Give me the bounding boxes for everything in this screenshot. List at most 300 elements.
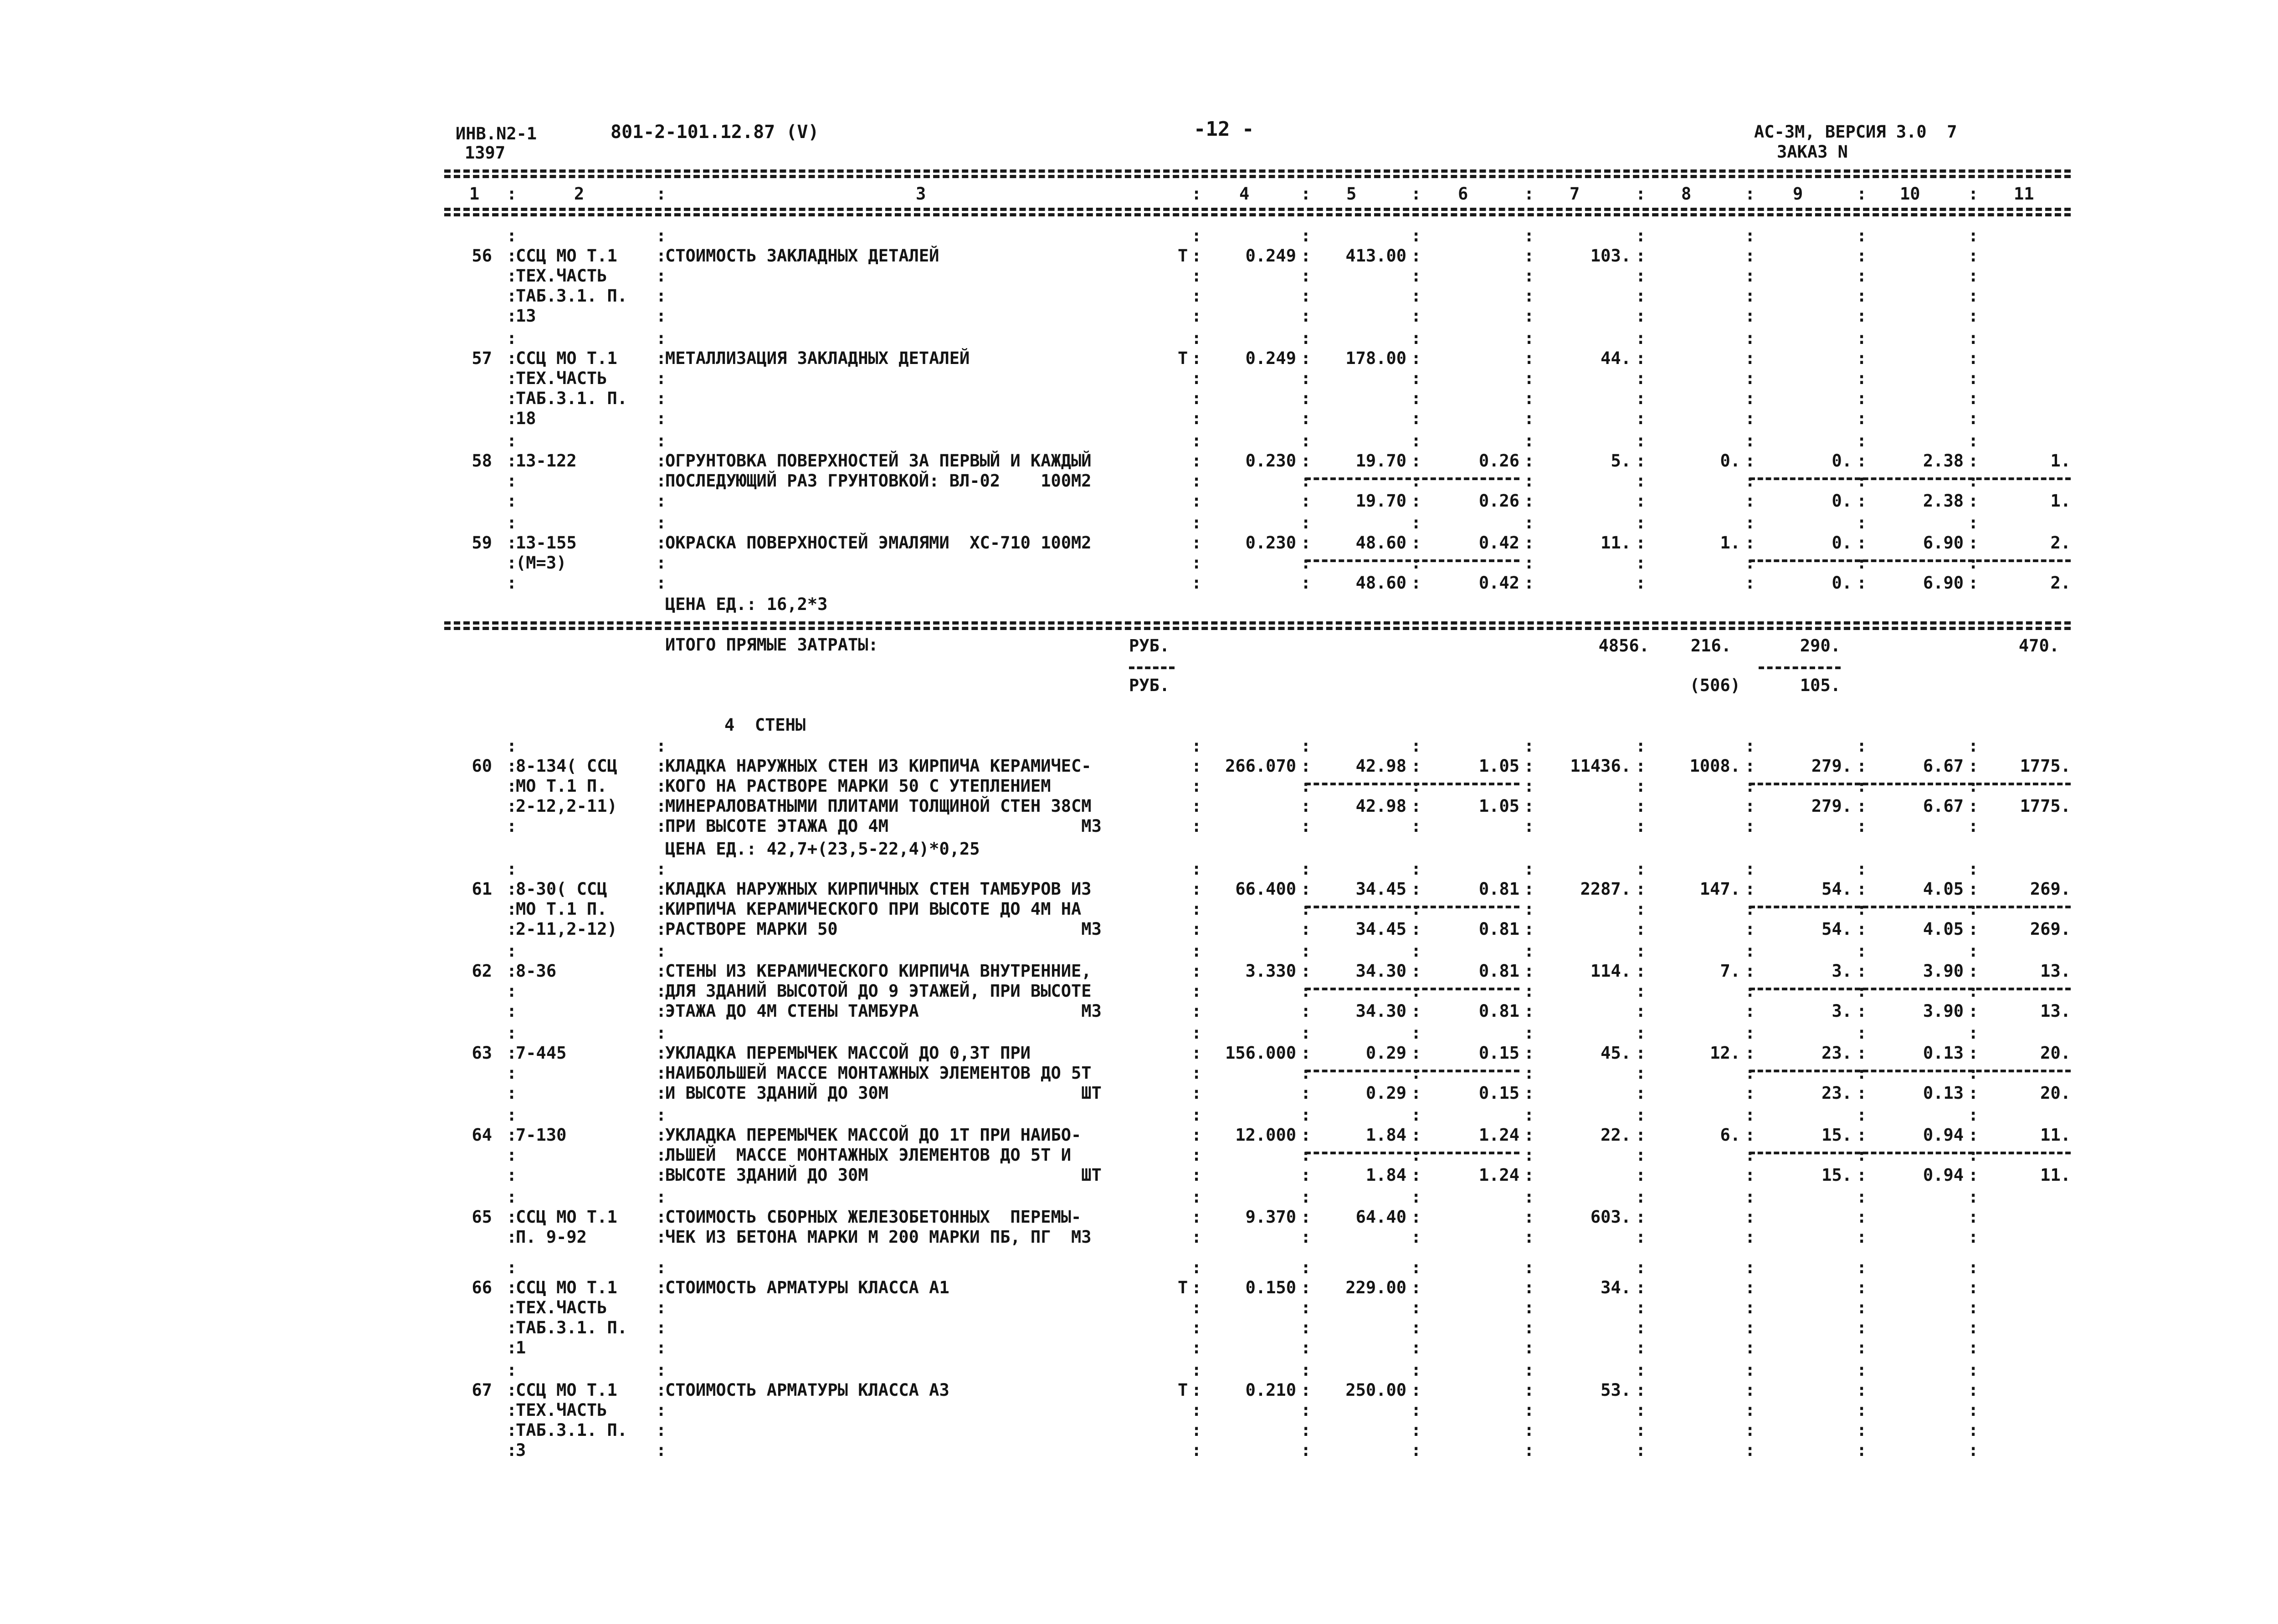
column-separator: : (1411, 1420, 1421, 1440)
column-separator: : (1857, 226, 1867, 246)
subcell-c10: 0.13 (1923, 1083, 1964, 1103)
column-separator: : (1857, 306, 1867, 326)
subcell-c5: 0.29 (1365, 1083, 1406, 1103)
column-separator: : (1745, 1043, 1755, 1063)
column-separator: : (1636, 1125, 1646, 1145)
column-separator: : (1191, 369, 1202, 388)
column-separator: : (1301, 756, 1311, 776)
column-separator: : (1857, 369, 1867, 388)
cell-c6: 0.42 (1478, 533, 1519, 553)
column-separator: : (1524, 328, 1534, 348)
column-separator: : (1301, 266, 1311, 286)
column-separator: : (1745, 1440, 1755, 1460)
row-description: КОГО НА РАСТВОРЕ МАРКИ 50 С УТЕПЛЕНИЕМ (665, 776, 1051, 796)
column-separator: : (1191, 1298, 1202, 1317)
column-separator: : (1191, 736, 1202, 756)
column-separator: : (1301, 1001, 1311, 1021)
row-description: ЛЬШЕЙ МАССЕ МОНТАЖНЫХ ЭЛЕМЕНТОВ ДО 5Т И (665, 1145, 1072, 1165)
cell-c6: 0.26 (1478, 451, 1519, 471)
column-separator: : (1636, 879, 1646, 899)
column-separator: : (1524, 1338, 1534, 1358)
column-separator: : (1411, 1125, 1421, 1145)
column-separator: : (507, 491, 517, 511)
column-separator: : (1524, 1258, 1534, 1277)
row-code: ССЦ МО Т.1 (516, 348, 617, 368)
column-separator: : (507, 1420, 517, 1440)
column-separator: : (1191, 1023, 1202, 1043)
column-separator: : (1745, 859, 1755, 879)
cell-c7: 34. (1601, 1278, 1631, 1297)
column-separator: : (1411, 736, 1421, 756)
column-separator: : (1524, 513, 1534, 533)
cell-c9: 0. (1832, 533, 1852, 553)
cell-c4: 12.000 (1235, 1125, 1296, 1145)
column-separator: : (1636, 1023, 1646, 1043)
cell-c9: 54. (1821, 879, 1852, 899)
column-separator: : (1411, 1063, 1421, 1083)
total-col8: 216. (1690, 636, 1731, 656)
column-separator: : (1524, 859, 1534, 879)
column-separator: : (656, 553, 667, 573)
column-separator: : (1968, 1227, 1979, 1247)
column-separator: : (507, 553, 517, 573)
column-separator: : (507, 1001, 517, 1021)
column-separator: : (1191, 1187, 1202, 1207)
column-separator: : (1857, 286, 1867, 306)
column-separator: : (1857, 1360, 1867, 1380)
column-separator: : (1524, 981, 1534, 1001)
column-separator: : (1191, 1083, 1202, 1103)
column-separator: : (1745, 1145, 1755, 1165)
row-number: 60 (472, 756, 492, 776)
cell-c7: 114. (1590, 961, 1631, 981)
column-separator: : (1857, 816, 1867, 836)
cell-c4: 0.230 (1245, 533, 1296, 553)
column-separator: : (1745, 328, 1755, 348)
column-separator: : (656, 1440, 667, 1460)
column-separator: : (656, 1420, 667, 1440)
cell-c5: 34.30 (1355, 961, 1406, 981)
column-separator: : (1636, 1258, 1646, 1277)
column-separator: : (507, 226, 517, 246)
column-separator: : (507, 1165, 517, 1185)
column-separator: : (1301, 286, 1311, 306)
column-separator: : (656, 899, 667, 919)
column-separator: : (1191, 941, 1202, 961)
column-separator: : (1636, 1318, 1646, 1337)
cell-c5: 34.45 (1355, 879, 1406, 899)
column-separator: : (1745, 1023, 1755, 1043)
cell-c9: 15. (1821, 1125, 1852, 1145)
column-separator: : (507, 1105, 517, 1125)
column-separator: : (656, 431, 667, 451)
column-separator: : (1857, 491, 1867, 511)
column-separator: : (1745, 1338, 1755, 1358)
row-number: 57 (472, 348, 492, 368)
column-separator: : (1636, 1001, 1646, 1021)
column-separator: : (1191, 919, 1202, 939)
column-separator: : (507, 409, 517, 428)
column-separator: : (1636, 471, 1646, 491)
column-separator: : (1411, 1278, 1421, 1297)
column-separator: : (656, 226, 667, 246)
column-separator: : (1636, 919, 1646, 939)
column-separator: : (1968, 776, 1979, 796)
column-separator: : (1968, 573, 1979, 593)
column-separator: : (1745, 961, 1755, 981)
column-separator: : (1524, 1400, 1534, 1420)
column-separator: : (1524, 266, 1534, 286)
column-separator: : (1857, 859, 1867, 879)
column-separator: : (1968, 409, 1979, 428)
row-description: РАСТВОРЕ МАРКИ 50 М3 (665, 919, 1102, 939)
column-separator: : (1301, 1298, 1311, 1317)
column-separator: : (1191, 513, 1202, 533)
cell-c5: 413.00 (1345, 246, 1406, 266)
column-separator: : (1191, 1125, 1202, 1145)
column-separator: : (1524, 553, 1534, 573)
column-separator: : (507, 1125, 517, 1145)
column-separator: : (1524, 184, 1534, 204)
column-separator: : (1524, 1105, 1534, 1125)
row-number: 58 (472, 451, 492, 471)
cell-c8: 1008. (1689, 756, 1740, 776)
column-separator: : (507, 1258, 517, 1277)
column-separator: : (1411, 1400, 1421, 1420)
column-separator: : (656, 348, 667, 368)
column-separator: : (1968, 796, 1979, 816)
column-separator: : (1857, 1318, 1867, 1337)
column-separator: : (1301, 1043, 1311, 1063)
column-separator: : (1524, 1440, 1534, 1460)
column-separator: : (1745, 1105, 1755, 1125)
column-separator: : (507, 1227, 517, 1247)
cell-c4: 9.370 (1245, 1207, 1296, 1227)
subcell-c5: 42.98 (1355, 796, 1406, 816)
column-separator: : (1636, 1043, 1646, 1063)
column-separator: : (1301, 1420, 1311, 1440)
row-description: И ВЫСОТЕ ЗДАНИЙ ДО 30М ШТ (665, 1083, 1102, 1103)
column-separator: : (1857, 553, 1867, 573)
page-number: -12 - (1194, 118, 1254, 141)
cell-c7: 5. (1611, 451, 1631, 471)
column-separator: : (1191, 816, 1202, 836)
column-separator: : (1301, 1187, 1311, 1207)
column-separator: : (1301, 859, 1311, 879)
column-separator: : (1524, 879, 1534, 899)
column-separator: : (1411, 1298, 1421, 1317)
column-separator: : (507, 306, 517, 326)
cell-c7: 11. (1601, 533, 1631, 553)
subcell-c6: 0.81 (1478, 1001, 1519, 1021)
row-unit: Т (1178, 348, 1188, 368)
column-separator: : (1745, 776, 1755, 796)
column-separator: : (1636, 736, 1646, 756)
column-separator: : (1636, 389, 1646, 408)
column-separator: : (1524, 776, 1534, 796)
column-separator: : (1301, 1083, 1311, 1103)
column-separator: : (1411, 471, 1421, 491)
subcell-rule (1305, 477, 1519, 480)
column-separator: : (1411, 328, 1421, 348)
column-separator: : (1636, 796, 1646, 816)
column-separator: : (656, 246, 667, 266)
column-separator: : (1524, 756, 1534, 776)
column-separator: : (1301, 246, 1311, 266)
column-separator: : (1968, 491, 1979, 511)
cell-c8: 147. (1699, 879, 1740, 899)
column-separator: : (1301, 533, 1311, 553)
subcell-c6: 0.42 (1478, 573, 1519, 593)
column-separator: : (1524, 1207, 1534, 1227)
row-unit: Т (1178, 1278, 1188, 1297)
column-separator: : (1857, 533, 1867, 553)
cell-c7: 53. (1601, 1380, 1631, 1400)
column-separator: : (1301, 1063, 1311, 1083)
column-separator: : (1191, 1440, 1202, 1460)
cell-c11: 11. (2040, 1125, 2071, 1145)
cell-c4: 3.330 (1245, 961, 1296, 981)
column-separator: : (1636, 1420, 1646, 1440)
row-unit: Т (1178, 1380, 1188, 1400)
column-separator: : (1191, 1278, 1202, 1297)
column-number-4: 4 (1239, 184, 1250, 204)
column-separator: : (1636, 1207, 1646, 1227)
column-separator: : (507, 1360, 517, 1380)
column-separator: : (1745, 1001, 1755, 1021)
column-separator: : (1745, 736, 1755, 756)
column-separator: : (1857, 1440, 1867, 1460)
column-separator: : (656, 1380, 667, 1400)
column-separator: : (1191, 1063, 1202, 1083)
column-separator: : (656, 1258, 667, 1277)
column-separator: : (1636, 1227, 1646, 1247)
column-separator: : (1745, 1227, 1755, 1247)
subcell-c5: 34.30 (1355, 1001, 1406, 1021)
column-separator: : (1968, 961, 1979, 981)
column-separator: : (1745, 1187, 1755, 1207)
column-separator: : (1745, 1400, 1755, 1420)
subcell-rule (1750, 988, 2071, 990)
column-separator: : (1301, 1400, 1311, 1420)
column-separator: : (1411, 816, 1421, 836)
column-separator: : (1411, 859, 1421, 879)
column-separator: : (1301, 941, 1311, 961)
subcell-rule (1305, 988, 1519, 990)
column-separator: : (1857, 471, 1867, 491)
column-separator: : (1524, 1227, 1534, 1247)
column-separator: : (1745, 184, 1755, 204)
column-separator: : (1636, 961, 1646, 981)
column-separator: : (656, 816, 667, 836)
column-number-8: 8 (1681, 184, 1692, 204)
column-separator: : (1636, 899, 1646, 919)
column-separator: : (507, 1338, 517, 1358)
column-separator: : (1191, 409, 1202, 428)
column-separator: : (1636, 776, 1646, 796)
column-separator: : (1745, 879, 1755, 899)
column-separator: : (1191, 553, 1202, 573)
column-separator: : (1191, 1258, 1202, 1277)
cell-c7: 103. (1590, 246, 1631, 266)
column-separator: : (1411, 981, 1421, 1001)
column-separator: : (1968, 513, 1979, 533)
row-number: 63 (472, 1043, 492, 1063)
column-separator: : (1191, 796, 1202, 816)
column-separator: : (1524, 816, 1534, 836)
column-separator: : (1301, 226, 1311, 246)
subcell-c11: 20. (2040, 1083, 2071, 1103)
column-number-1: 1 (469, 184, 480, 204)
cell-c4: 0.249 (1245, 348, 1296, 368)
column-separator: : (507, 1145, 517, 1165)
column-separator: : (1301, 1360, 1311, 1380)
column-separator: : (1524, 1083, 1534, 1103)
row-number: 65 (472, 1207, 492, 1227)
column-separator: : (1745, 226, 1755, 246)
cell-c4: 66.400 (1235, 879, 1296, 899)
column-separator: : (656, 736, 667, 756)
column-separator: : (1857, 1063, 1867, 1083)
column-number-7: 7 (1570, 184, 1580, 204)
column-separator: : (1636, 491, 1646, 511)
column-separator: : (1411, 226, 1421, 246)
cell-c5: 1.84 (1365, 1125, 1406, 1145)
subcell-c5: 34.45 (1355, 919, 1406, 939)
column-separator: : (1301, 573, 1311, 593)
column-separator: : (1968, 919, 1979, 939)
column-separator: : (1968, 328, 1979, 348)
column-separator: : (1191, 1145, 1202, 1165)
column-separator: : (1857, 1298, 1867, 1317)
column-separator: : (1524, 1298, 1534, 1317)
column-separator: : (656, 573, 667, 593)
row-code: 7-130 (516, 1125, 567, 1145)
subcell-c6: 1.05 (1478, 796, 1519, 816)
column-separator: : (656, 369, 667, 388)
column-separator: : (1524, 409, 1534, 428)
column-separator: : (1524, 286, 1534, 306)
subcell-rule (1750, 1152, 2071, 1154)
column-separator: : (1857, 451, 1867, 471)
cell-c9: 279. (1811, 756, 1852, 776)
subcell-c9: 54. (1821, 919, 1852, 939)
column-separator: : (1745, 1165, 1755, 1185)
cell-c9: 23. (1821, 1043, 1852, 1063)
column-separator: : (507, 756, 517, 776)
subcell-c9: 0. (1832, 573, 1852, 593)
column-separator: : (1411, 573, 1421, 593)
cell-c11: 1. (2050, 451, 2071, 471)
column-separator: : (507, 1278, 517, 1297)
column-separator: : (1301, 389, 1311, 408)
column-separator: : (1411, 1207, 1421, 1227)
column-separator: : (1524, 226, 1534, 246)
column-separator: : (1968, 1063, 1979, 1083)
row-code: 13 (516, 306, 536, 326)
document-code: 801-2-101.12.87 (V) (611, 122, 819, 143)
row-code: 3 (516, 1440, 526, 1460)
row-code: 13-122 (516, 451, 577, 471)
column-separator: : (1524, 1187, 1534, 1207)
column-separator: : (1524, 941, 1534, 961)
column-separator: : (507, 1043, 517, 1063)
subcell-c11: 13. (2040, 1001, 2071, 1021)
column-separator: : (1968, 1360, 1979, 1380)
cell-c11: 2. (2050, 533, 2071, 553)
column-separator: : (1857, 919, 1867, 939)
column-separator: : (1191, 348, 1202, 368)
column-separator: : (1301, 981, 1311, 1001)
column-separator: : (1745, 1125, 1755, 1145)
column-separator: : (1191, 471, 1202, 491)
column-separator: : (1968, 389, 1979, 408)
column-separator: : (1857, 1023, 1867, 1043)
column-separator: : (1968, 1207, 1979, 1227)
column-separator: : (1191, 1380, 1202, 1400)
subcell-c11: 2. (2050, 573, 2071, 593)
column-separator: : (656, 513, 667, 533)
subcell-c11: 11. (2040, 1165, 2071, 1185)
column-separator: : (1411, 184, 1421, 204)
cell-c5: 19.70 (1355, 451, 1406, 471)
cell-c10: 0.13 (1923, 1043, 1964, 1063)
column-separator: : (1745, 816, 1755, 836)
row-code: ССЦ МО Т.1 (516, 1380, 617, 1400)
column-separator: : (656, 941, 667, 961)
column-separator: : (1301, 184, 1311, 204)
column-separator: : (507, 941, 517, 961)
column-separator: : (1411, 756, 1421, 776)
row-description: ПОСЛЕДУЮЩИЙ РАЗ ГРУНТОВКОЙ: ВЛ-02 100М2 (665, 471, 1092, 491)
column-separator: : (1968, 1298, 1979, 1317)
column-separator: : (656, 184, 667, 204)
column-separator: : (507, 1023, 517, 1043)
column-separator: : (507, 816, 517, 836)
subcell-rule (1305, 1152, 1519, 1154)
row-number: 56 (472, 246, 492, 266)
column-separator: : (1968, 266, 1979, 286)
row-code: ТЕХ.ЧАСТЬ (516, 369, 607, 388)
price-note-59: ЦЕНА ЕД.: 16,2*3 (665, 594, 828, 614)
row-code: ТЕХ.ЧАСТЬ (516, 1298, 607, 1317)
column-separator: : (1857, 348, 1867, 368)
subtotal-rule (444, 621, 2071, 625)
column-separator: : (1524, 306, 1534, 326)
column-separator: : (1968, 533, 1979, 553)
column-separator: : (1968, 736, 1979, 756)
column-separator: : (1191, 1400, 1202, 1420)
column-separator: : (1411, 1043, 1421, 1063)
column-separator: : (1968, 1278, 1979, 1297)
column-separator: : (1191, 266, 1202, 286)
row-description: УКЛАДКА ПЕРЕМЫЧЕК МАССОЙ ДО 1Т ПРИ НАИБО- (665, 1125, 1082, 1145)
cell-c5: 250.00 (1345, 1380, 1406, 1400)
top-rule-2 (444, 175, 2071, 178)
column-separator: : (1745, 471, 1755, 491)
column-separator: : (1524, 471, 1534, 491)
column-separator: : (1524, 348, 1534, 368)
column-separator: : (1636, 1187, 1646, 1207)
column-separator: : (656, 286, 667, 306)
column-separator: : (1857, 409, 1867, 428)
subcell-c10: 0.94 (1923, 1165, 1964, 1185)
cell-c6: 1.05 (1478, 756, 1519, 776)
row-code: МО Т.1 П. (516, 776, 607, 796)
row-number: 64 (472, 1125, 492, 1145)
row-description: СТОИМОСТЬ АРМАТУРЫ КЛАССА А3 (665, 1380, 949, 1400)
column-separator: : (1301, 736, 1311, 756)
